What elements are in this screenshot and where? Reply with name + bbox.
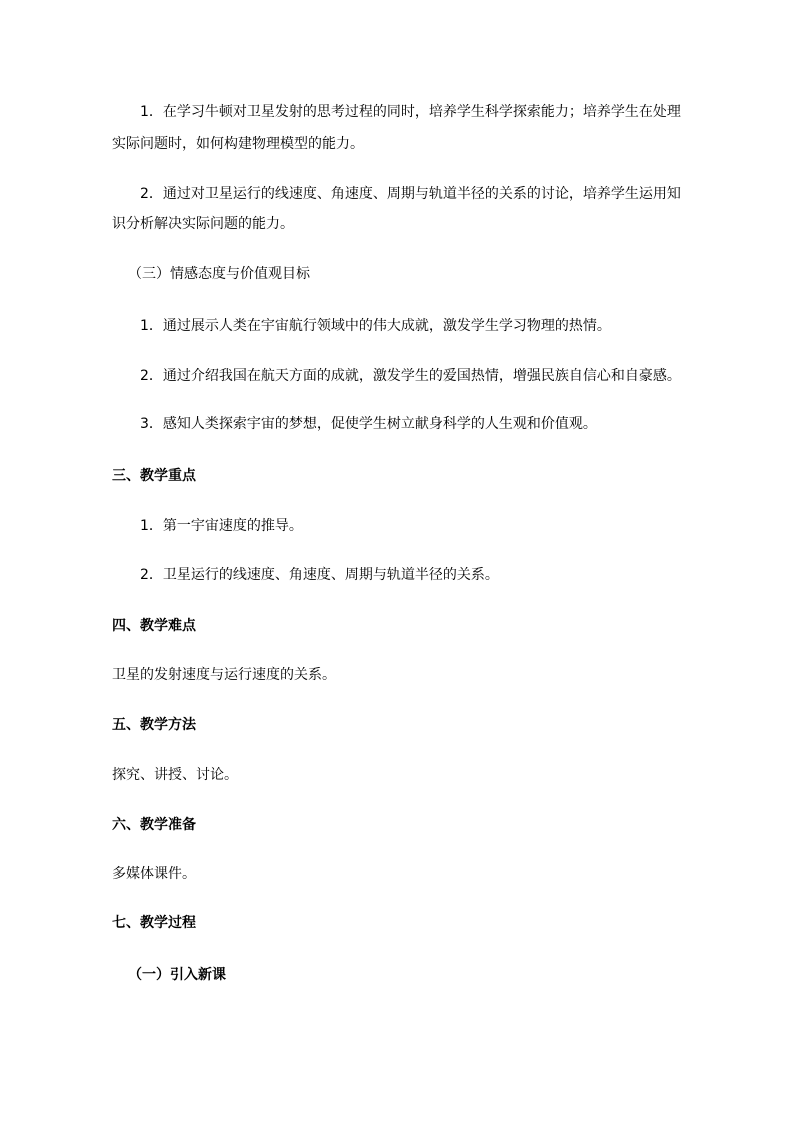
- skill-item-2-line-2: 识分析解决实际问题的能力。: [112, 216, 294, 232]
- emotion-item-2: 2．通过介绍我国在航天方面的成就，激发学生的爱国热情，增强民族自信心和自豪感。: [140, 368, 681, 384]
- skill-item-1-line-2: 实际问题时，如何构建物理模型的能力。: [112, 136, 364, 152]
- skill-item-2-line-1: 2．通过对卫星运行的线速度、角速度、周期与轨道半径的关系的讨论，培养学生运用知: [140, 186, 681, 202]
- emotion-goals-heading: （三）情感态度与价值观目标: [128, 266, 310, 282]
- key-point-1: 1．第一宇宙速度的推导。: [140, 518, 303, 534]
- section-methods-heading: 五、教学方法: [112, 717, 196, 733]
- process-subheading-intro: （一）引入新课: [128, 967, 226, 983]
- key-point-2: 2．卫星运行的线速度、角速度、周期与轨道半径的关系。: [140, 567, 499, 583]
- section-difficulties-heading: 四、教学难点: [112, 618, 196, 634]
- emotion-item-3: 3．感知人类探索宇宙的梦想，促使学生树立献身科学的人生观和价值观。: [140, 416, 597, 432]
- section-key-points-heading: 三、教学重点: [112, 468, 196, 484]
- difficulty-text: 卫星的发射速度与运行速度的关系。: [112, 667, 336, 683]
- emotion-item-1: 1．通过展示人类在宇宙航行领域中的伟大成就，激发学生学习物理的热情。: [140, 318, 611, 334]
- section-process-heading: 七、教学过程: [112, 915, 196, 931]
- section-preparation-heading: 六、教学准备: [112, 817, 196, 833]
- methods-text: 探究、讲授、讨论。: [112, 767, 238, 783]
- preparation-text: 多媒体课件。: [112, 866, 196, 882]
- skill-item-1-line-1: 1．在学习牛顿对卫星发射的思考过程的同时，培养学生科学探索能力；培养学生在处理: [140, 104, 681, 120]
